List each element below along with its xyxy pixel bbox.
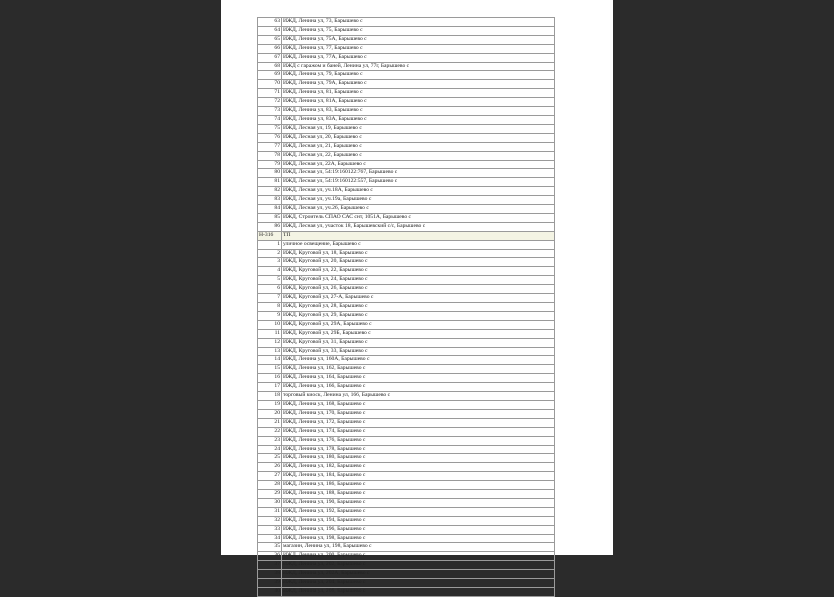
table-row	[258, 160, 555, 169]
table-row	[258, 454, 555, 463]
row-number: 22	[258, 427, 282, 436]
row-number: 69	[258, 71, 282, 80]
table-row	[258, 418, 555, 427]
table-row	[258, 561, 555, 570]
table-body	[258, 18, 555, 597]
table-row	[258, 338, 555, 347]
row-description: ИЖД, Лесная ул, 54:19:160122:767, Барышево с	[282, 169, 555, 178]
row-description: ИЖД, Ленина ул, 182, Барышево с	[282, 463, 555, 472]
row-number: 65	[258, 35, 282, 44]
row-description: ИЖД, Круговой ул, 26, Барышево с	[282, 285, 555, 294]
row-description: ИЖД, Ленина ул, 168, Барышево с	[282, 400, 555, 409]
row-description: ИЖД, Ленина ул, 180, Барышево с	[282, 454, 555, 463]
row-number: 40	[258, 588, 282, 597]
table-row	[258, 44, 555, 53]
row-description: ИЖД, Ленина ул, 202А, Барышево с	[282, 570, 555, 579]
row-number: 81	[258, 178, 282, 187]
row-number: 39	[258, 579, 282, 588]
table-row	[258, 62, 555, 71]
row-number: 5	[258, 276, 282, 285]
row-number: 30	[258, 498, 282, 507]
row-number: 78	[258, 151, 282, 160]
row-number: 19	[258, 400, 282, 409]
row-number: 8	[258, 303, 282, 312]
table-row	[258, 133, 555, 142]
table-row	[258, 80, 555, 89]
table-row	[258, 53, 555, 62]
row-number: 20	[258, 409, 282, 418]
table-row	[258, 18, 555, 27]
row-number: 64	[258, 26, 282, 35]
row-number: 12	[258, 338, 282, 347]
row-description: магазин, Ленина ул, 198, Барышево с	[282, 543, 555, 552]
row-number: 74	[258, 115, 282, 124]
table-row	[258, 552, 555, 561]
row-description: ИЖД, Ленина ул, 184, Барышево с	[282, 472, 555, 481]
row-number: 80	[258, 169, 282, 178]
row-description: ИЖД, Ленина ул, 79А, Барышево с	[282, 80, 555, 89]
table-row	[258, 472, 555, 481]
row-number: 9	[258, 311, 282, 320]
row-number: Н-316	[258, 231, 282, 240]
row-number: 82	[258, 187, 282, 196]
row-number: 67	[258, 53, 282, 62]
row-description: ИЖД, Круговой ул, 24, Барышево с	[282, 276, 555, 285]
row-description: ИЖД, Ленина ул, 172, Барышево с	[282, 418, 555, 427]
table-row	[258, 445, 555, 454]
row-number: 77	[258, 142, 282, 151]
row-number: 10	[258, 320, 282, 329]
row-number: 71	[258, 89, 282, 98]
table-row	[258, 26, 555, 35]
table-row	[258, 115, 555, 124]
row-description: ИЖД, Ленина ул, 73, Барышево с	[282, 18, 555, 27]
row-number: 16	[258, 374, 282, 383]
document-page	[221, 0, 613, 594]
table-row	[258, 534, 555, 543]
row-description: ИЖД, Лесная ул, уч.26, Барышево с	[282, 205, 555, 214]
table-row	[258, 347, 555, 356]
row-number: 70	[258, 80, 282, 89]
table-row	[258, 311, 555, 320]
table-row	[258, 525, 555, 534]
row-number: 63	[258, 18, 282, 27]
table-row	[258, 400, 555, 409]
row-description: уличное освещение, Барышево с	[282, 240, 555, 249]
row-description: ИЖД, Ленина ул, 196, Барышево с	[282, 525, 555, 534]
row-description: ИЖД, Круговой ул, 29Б, Барышево с	[282, 329, 555, 338]
row-number: 28	[258, 481, 282, 490]
table-row	[258, 427, 555, 436]
row-description: ИЖД, Лесная ул, 21, Барышево с	[282, 142, 555, 151]
table-row	[258, 196, 555, 205]
row-number: 11	[258, 329, 282, 338]
table-row	[258, 392, 555, 401]
row-description: ТП	[282, 231, 555, 240]
row-description: ИЖД, Ленина ул, 77А, Барышево с	[282, 53, 555, 62]
row-number: 84	[258, 205, 282, 214]
row-description: ИЖД, Лесная ул, 20, Барышево с	[282, 133, 555, 142]
row-number: 7	[258, 294, 282, 303]
table-row	[258, 222, 555, 231]
row-description: ИЖД, Ленина ул, 83А, Барышево с	[282, 115, 555, 124]
row-number: 2	[258, 249, 282, 258]
row-number: 17	[258, 383, 282, 392]
row-description: ИЖД, Ленина ул, 202, Барышево с	[282, 561, 555, 570]
table-row	[258, 213, 555, 222]
table-row	[258, 267, 555, 276]
row-number: 75	[258, 124, 282, 133]
row-description: ИЖД, Ленина ул, 192, Барышево с	[282, 507, 555, 516]
table-row	[258, 249, 555, 258]
row-description: ИЖД, Ленина ул, 75А, Барышево с	[282, 35, 555, 44]
row-description: ИЖД, Ленина ул, 164, Барышево с	[282, 374, 555, 383]
row-description: ИЖД, Круговой ул, 31, Барышево с	[282, 338, 555, 347]
row-number: 29	[258, 490, 282, 499]
row-number: 83	[258, 196, 282, 205]
row-number: 1	[258, 240, 282, 249]
table-row	[258, 151, 555, 160]
row-number: 31	[258, 507, 282, 516]
row-number: 21	[258, 418, 282, 427]
row-description: ИЖД, Ленина ул, 75, Барышево с	[282, 26, 555, 35]
row-description: ИЖД, Ленина ул, 200, Барышево с	[282, 552, 555, 561]
row-number: 33	[258, 525, 282, 534]
table-row	[258, 124, 555, 133]
row-number: 66	[258, 44, 282, 53]
row-description: ИЖД, Ленина ул, 188, Барышево с	[282, 490, 555, 499]
table-row	[258, 107, 555, 116]
row-description: ИЖД, Круговой ул, 27-А, Барышево с	[282, 294, 555, 303]
address-table	[257, 17, 555, 597]
table-row	[258, 303, 555, 312]
table-row	[258, 89, 555, 98]
row-number: 36	[258, 552, 282, 561]
row-description: ИЖД, Круговой ул, 33, Барышево с	[282, 347, 555, 356]
table-row	[258, 436, 555, 445]
row-number: 79	[258, 160, 282, 169]
table-row	[258, 142, 555, 151]
row-description: ИЖД, Ленина ул, 170, Барышево с	[282, 409, 555, 418]
row-description: ИЖД, Ленина ул, 81А, Барышево с	[282, 98, 555, 107]
row-description: ИЖД, Ленина ул, 178, Барышево с	[282, 445, 555, 454]
row-number: 38	[258, 570, 282, 579]
row-number: 23	[258, 436, 282, 445]
row-description: ИЖД, Лесная ул, участок 18, Барышевский с/с, Барышево с	[282, 222, 555, 231]
row-description: ИЖД, Ленина ул, 186, Барышево с	[282, 481, 555, 490]
row-description: ИЖД, Круговой ул, 29А, Барышево с	[282, 320, 555, 329]
row-description: ИЖД, Круговой ул, 22, Барышево с	[282, 267, 555, 276]
row-description: ИЖД, Строитель СПАО САС снт, 1051А, Барышево с	[282, 213, 555, 222]
row-description: ИЖД, Круговой ул, 29, Барышево с	[282, 311, 555, 320]
row-number: 4	[258, 267, 282, 276]
table-row	[258, 205, 555, 214]
row-description: ИЖД, Ленина ул, 206, Барышево с	[282, 588, 555, 597]
row-number: 73	[258, 107, 282, 116]
row-description: ИЖД, Круговой ул, 28, Барышево с	[282, 303, 555, 312]
row-description: ИЖД, Ленина ул, 83, Барышево с	[282, 107, 555, 116]
row-number: 13	[258, 347, 282, 356]
row-description: ИЖД, Лесная ул, уч.18А, Барышево с	[282, 187, 555, 196]
row-number: 34	[258, 534, 282, 543]
row-description: ИЖД, Лесная ул, уч.19а, Барышево с	[282, 196, 555, 205]
table-row	[258, 294, 555, 303]
row-description: ИЖД, Ленина ул, 81, Барышево с	[282, 89, 555, 98]
row-description: ИЖД, Лесная ул, 22А, Барышево с	[282, 160, 555, 169]
row-number: 37	[258, 561, 282, 570]
table-row	[258, 374, 555, 383]
row-description: ИЖД, Ленина ул, 160А, Барышево с	[282, 356, 555, 365]
row-description: ИЖД, Лесная ул, 19, Барышево с	[282, 124, 555, 133]
table-row	[258, 516, 555, 525]
table-row	[258, 35, 555, 44]
row-description: ИЖД, Ленина ул, 194, Барышево с	[282, 516, 555, 525]
row-description: ИЖД, Ленина ул, 77, Барышево с	[282, 44, 555, 53]
row-description: ИЖД, Ленина ул, 190, Барышево с	[282, 498, 555, 507]
table-row	[258, 169, 555, 178]
table-row	[258, 240, 555, 249]
row-description: ИЖД, Ленина ул, 176, Барышево с	[282, 436, 555, 445]
table-row	[258, 579, 555, 588]
table-row	[258, 543, 555, 552]
row-number: 25	[258, 454, 282, 463]
table-row	[258, 178, 555, 187]
table-row	[258, 98, 555, 107]
section-row	[258, 231, 555, 240]
table-row	[258, 285, 555, 294]
table-row	[258, 276, 555, 285]
row-number: 3	[258, 258, 282, 267]
row-number: 27	[258, 472, 282, 481]
row-description: ИЖД, Ленина ул, 162, Барышево с	[282, 365, 555, 374]
table-row	[258, 507, 555, 516]
table-row	[258, 329, 555, 338]
table-row	[258, 463, 555, 472]
row-description: ИЖД, Ленина ул, 198, Барышево с	[282, 534, 555, 543]
table-row	[258, 490, 555, 499]
row-description: ИЖД, Ленина ул, 174, Барышево с	[282, 427, 555, 436]
row-number: 35	[258, 543, 282, 552]
table-row	[258, 498, 555, 507]
table-row	[258, 356, 555, 365]
row-description: торговый киоск, Ленина ул, 166, Барышево с	[282, 392, 555, 401]
table-row	[258, 383, 555, 392]
table-row	[258, 258, 555, 267]
row-number: 72	[258, 98, 282, 107]
row-number: 14	[258, 356, 282, 365]
row-number: 86	[258, 222, 282, 231]
row-description: ИЖД, Лесная ул, 54:19:160122:557, Барышево с	[282, 178, 555, 187]
table-row	[258, 365, 555, 374]
row-number: 18	[258, 392, 282, 401]
table-row	[258, 588, 555, 597]
row-number: 15	[258, 365, 282, 374]
row-number: 85	[258, 213, 282, 222]
table-row	[258, 409, 555, 418]
row-description: ИЖД, Ленина ул, 79, Барышево с	[282, 71, 555, 80]
row-description: ИЖД, Ленина ул, 204, Барышево с	[282, 579, 555, 588]
table-row	[258, 570, 555, 579]
table-row	[258, 187, 555, 196]
row-description: ИЖД, Круговой ул, 18, Барышево с	[282, 249, 555, 258]
row-description: ИЖД, Лесная ул, 22, Барышево с	[282, 151, 555, 160]
row-description: ИЖД с гаражом и баней, Ленина ул, 77г, Барышево с	[282, 62, 555, 71]
table-row	[258, 320, 555, 329]
row-description: ИЖД, Круговой ул, 20, Барышево с	[282, 258, 555, 267]
row-number: 26	[258, 463, 282, 472]
row-number: 24	[258, 445, 282, 454]
row-number: 76	[258, 133, 282, 142]
row-description: ИЖД, Ленина ул, 166, Барышево с	[282, 383, 555, 392]
row-number: 32	[258, 516, 282, 525]
row-number: 6	[258, 285, 282, 294]
row-number: 68	[258, 62, 282, 71]
table-row	[258, 71, 555, 80]
table-row	[258, 481, 555, 490]
